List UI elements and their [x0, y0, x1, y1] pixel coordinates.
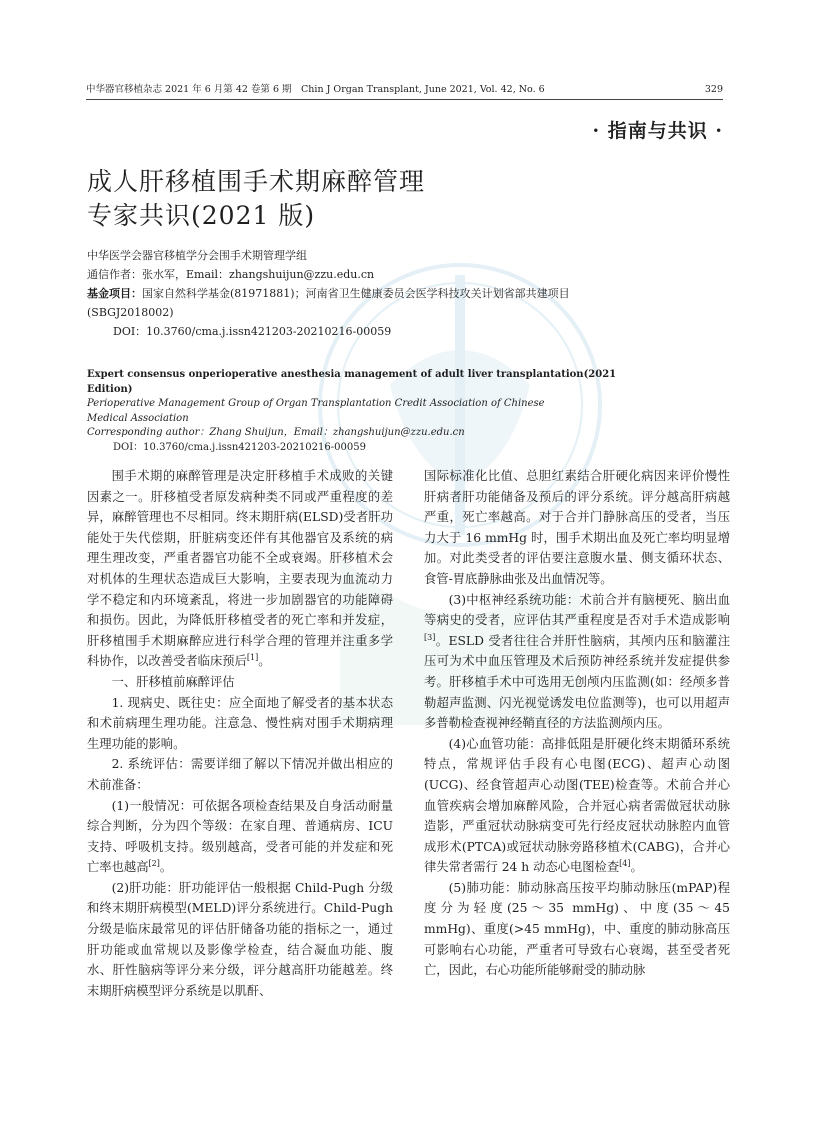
paragraph-end: 。ESLD 受者往往合并肝性脑病，其颅内压和脑灌注压可为术中血压管理及术后预防神经系统并发症提供参考。肝移植手术中可选用无创颅内压监测(如：经颅多普勒超声监测、闪光视觉诱发电位监测等)，也可以用超声多普勒检查视神经鞘直径的方法监测颅内压。 [424, 633, 730, 731]
author-meta [87, 246, 570, 341]
english-group-2: Medical Association [87, 412, 189, 424]
paragraph-text: (4)心血管功能：高排低阻是肝硬化终末期循环系统特点，常规评估手段有心电图(ECG)、超声心动图(UCG)、经食管超声心动图(TEE)检查等。术前合并心血管疾病会增加麻醉风险，合并冠心病者需做冠状动脉造影，严重冠状动脉病变可先行经皮冠状动脉腔内血管成形术(PTCA)或冠状动脉旁路移植术(CABG)，合并心律失常者需行 24 h 动态心电图检查 [424, 736, 730, 875]
english-title: Expert consensus onperioperative anesthesia management of adult liver transplantation(2021 Edition) [87, 369, 617, 395]
running-header [86, 83, 723, 100]
english-abstract-block [87, 368, 617, 455]
paragraph: 1. 现病史、既往史：应全面地了解受者的基本状态和术前病理生理功能。注意急、慢性病对围手术期病理生理功能的影响。 [87, 695, 393, 751]
paragraph-end: 。 [258, 654, 271, 669]
citation[interactable]: [1] [246, 653, 259, 663]
article-title [87, 165, 425, 233]
paragraph-text: (3)中枢神经系统功能：术前合并有脑梗死、脑出血等病史的受者，应评估其严重程度是否对手术造成影响 [424, 592, 730, 628]
title-line-2: 专家共识(2021 版) [87, 201, 316, 230]
paragraph-end: 。 [630, 860, 643, 875]
journal-line: 中华器官移植杂志 2021 年 6 月第 42 卷第 6 期 Chin J Organ Transplant, June 2021, Vol. 42, No. 6 [86, 84, 545, 95]
paragraph [424, 590, 730, 734]
body-column-left [87, 466, 393, 1001]
body-column-right [424, 466, 730, 981]
citation[interactable]: [4] [619, 859, 631, 869]
title-line-1: 成人肝移植围手术期麻醉管理 [87, 167, 426, 196]
paragraph [424, 734, 730, 878]
fund-line-2: (SBGJ2018002) [87, 306, 174, 319]
paragraph-end: 。 [159, 860, 173, 875]
fund-label: 基金项目： [87, 287, 142, 300]
fund-line [87, 284, 570, 303]
doi: DOI：10.3760/cma.j.issn421203-20210216-00059 [113, 325, 392, 338]
fund-text: 国家自然科学基金(81971881)；河南省卫生健康委员会医学科技攻关计划省部共建项目 [142, 287, 570, 300]
english-group-1: Perioperative Management Group of Organ Transplantation Credit Association of Chinese [87, 398, 545, 409]
english-doi: DOI：10.3760/cma.j.issn421203-20210216-00059 [113, 441, 366, 453]
paragraph [87, 466, 393, 672]
citation[interactable]: [3] [424, 632, 436, 642]
author-group: 中华医学会器官移植学分会围手术期管理学组 [87, 249, 307, 262]
paragraph: 国际标准化比值、总胆红素结合肝硬化病因来评价慢性肝病者肝功能储备及预后的评分系统。评分越高肝病越严重，死亡率越高。对于合并门静脉高压的受者，当压力大于 16 mmHg 时，围手术期出血及死亡率均明显增加。对此类受者的评估要注意腹水量、侧支循环状态、食管-胃底静脉曲张及出血情况等。 [424, 469, 730, 586]
paragraph: (2)肝功能：肝功能评估一般根据 Child-Pugh 分级和终末期肝病模型(MELD)评分系统进行。Child-Pugh 分级是临床最常见的评估肝储备功能的指标之一，通过肝功能或血常规以及影像学检查，结合凝血功能、腹水、肝性脑病等评分来分级，评分越高肝功能越差。终末期肝病模型评分系统是以肌酐、 [87, 880, 393, 998]
english-corresponding: Corresponding author：Zhang Shuijun，Email：zhangshuijun@zzu.edu.cn [87, 427, 465, 438]
section-label: · 指南与共识 · [592, 120, 723, 142]
citation[interactable]: [2] [148, 859, 160, 869]
paragraph: 2. 系统评估：需要详细了解以下情况并做出相应的术前准备： [87, 757, 393, 792]
paragraph: (5)肺功能：肺动脉高压按平均肺动脉压(mPAP)程度分为轻度(25～35 mmHg)、中度(35～45 mmHg)、重度(>45 mmHg)，中、重度的肺动脉高压可影响右心功能，严重者可导致右心衰竭，甚至受者死亡，因此，右心功能所能够耐受的肺动脉 [424, 880, 730, 978]
paragraph [87, 796, 393, 878]
paragraph-text: 围手术期的麻醉管理是决定肝移植手术成败的关键因素之一。肝移植受者原发病种类不同或严重程度的差异，麻醉管理也不尽相同。终末期肝病(ELSD)受者肝功能处于失代偿期，肝脏病变还伴有其他器官及系统的病理生理改变，严重者器官功能不全或衰竭。肝移植术会对机体的生理状态造成巨大影响，主要表现为血流动力学不稳定和内环境紊乱，将进一步加剧器官的功能障碍和损伤。因此，为降低肝移植受者的死亡率和并发症，肝移植围手术期麻醉应进行科学合理的管理并注重多学科协作，以改善受者临床预后 [87, 469, 393, 669]
paragraph-text: (1)一般情况：可依据各项检查结果及自身活动耐量综合判断，分为四个等级：在家自理、普通病房、ICU 支持、呼吸机支持。级别越高，受者可能的并发症和死亡率也越高 [87, 798, 393, 875]
corresponding-author: 通信作者：张水军，Email：zhangshuijun@zzu.edu.cn [87, 268, 375, 281]
section-heading: 一、肝移植前麻醉评估 [111, 674, 235, 689]
page-number: 329 [704, 84, 723, 95]
